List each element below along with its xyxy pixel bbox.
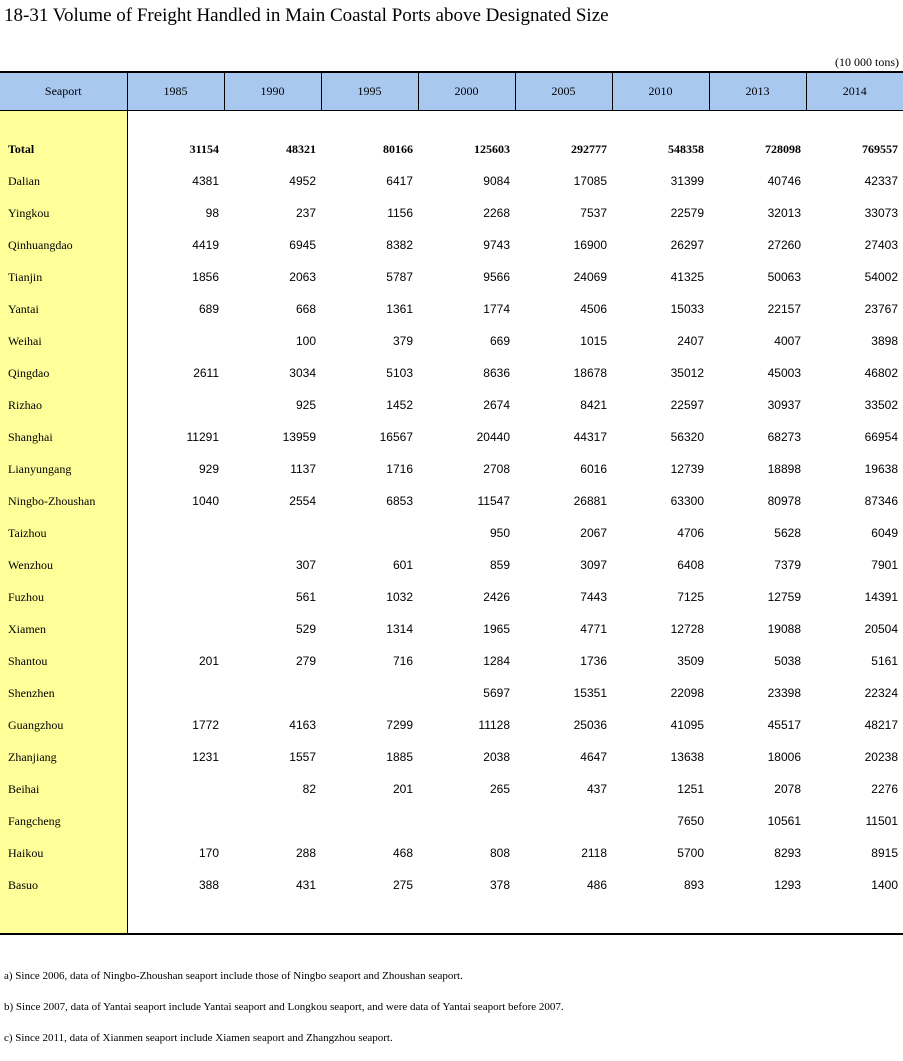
table-cell: 6049	[871, 526, 898, 540]
table-cell: 2268	[483, 206, 510, 220]
table-cell	[127, 325, 224, 357]
table-cell	[127, 773, 224, 805]
table-cell: 201	[392, 782, 413, 796]
table-cell: 808	[489, 846, 510, 860]
table-cell: 87346	[864, 494, 898, 508]
seaport-name: Yingkou	[0, 197, 127, 229]
seaport-name: Beihai	[0, 773, 127, 805]
table-cell	[127, 805, 224, 837]
table-cell: 486	[586, 878, 607, 892]
table-row	[0, 229, 903, 261]
table-cell: 6853	[386, 494, 413, 508]
table-cell: 48321	[286, 141, 316, 156]
table-cell: 1137	[290, 462, 316, 476]
table-cell: 689	[198, 302, 219, 316]
table-cell: 7379	[774, 558, 801, 572]
table-cell: 4706	[677, 526, 704, 540]
table-cell: 45517	[767, 718, 801, 732]
seaport-name: Lianyungang	[0, 453, 127, 485]
table-cell: 716	[392, 654, 413, 668]
seaport-name: Shanghai	[0, 421, 127, 453]
table-cell: 12759	[767, 590, 801, 604]
table-cell: 1557	[289, 750, 316, 764]
table-cell: 30937	[767, 398, 801, 412]
table-cell: 32013	[767, 206, 801, 220]
table-cell: 4007	[774, 334, 801, 348]
column-header: 1990	[224, 72, 321, 111]
table-row	[0, 805, 903, 837]
table-cell: 4163	[289, 718, 316, 732]
table-cell: 44317	[573, 430, 607, 444]
seaport-name: Qingdao	[0, 357, 127, 389]
table-cell: 5038	[774, 654, 801, 668]
table-cell: 80166	[383, 141, 413, 156]
table-cell: 11128	[478, 718, 510, 732]
table-cell: 19638	[864, 462, 898, 476]
table-cell: 1251	[677, 782, 704, 796]
table-cell: 22597	[670, 398, 704, 412]
table-cell: 170	[198, 846, 219, 860]
unit-label: (10 000 tons)	[835, 55, 899, 69]
table-cell: 46802	[864, 366, 898, 380]
table-cell: 3509	[677, 654, 704, 668]
column-header: 2013	[709, 72, 806, 111]
table-cell: 98	[205, 206, 219, 220]
table-cell: 4381	[192, 174, 219, 188]
table-cell: 26297	[670, 238, 704, 252]
table-cell: 5700	[677, 846, 704, 860]
table-cell: 6408	[677, 558, 704, 572]
table-cell: 388	[198, 878, 219, 892]
table-cell: 307	[295, 558, 316, 572]
table-row	[0, 645, 903, 677]
table-cell	[127, 517, 224, 549]
seaport-name: Rizhao	[0, 389, 127, 421]
table-cell: 950	[489, 526, 510, 540]
table-row	[0, 357, 903, 389]
table-cell: 13959	[282, 430, 316, 444]
table-cell: 668	[295, 302, 316, 316]
table-cell: 5161	[871, 654, 898, 668]
table-cell: 8421	[580, 398, 607, 412]
table-cell: 41325	[670, 270, 704, 284]
table-cell: 7443	[580, 590, 607, 604]
table-cell: 12739	[670, 462, 704, 476]
table-cell: 1361	[386, 302, 413, 316]
table-cell: 50063	[767, 270, 801, 284]
table-cell	[224, 517, 321, 549]
table-row	[0, 613, 903, 645]
table-cell: 529	[295, 622, 316, 636]
table-cell: 437	[586, 782, 607, 796]
table-cell	[127, 677, 224, 709]
footnote: c) Since 2011, data of Xianmen seaport include Xiamen seaport and Zhangzhou seaport.	[4, 1032, 393, 1044]
table-cell: 3898	[871, 334, 898, 348]
table-cell: 288	[295, 846, 316, 860]
table-row	[0, 325, 903, 357]
table-cell: 19088	[767, 622, 801, 636]
table-cell: 8636	[483, 366, 510, 380]
column-header: Seaport	[0, 72, 127, 111]
table-cell: 2708	[483, 462, 510, 476]
table-cell	[224, 677, 321, 709]
table-cell: 12728	[670, 622, 704, 636]
table-row	[0, 453, 903, 485]
table-cell: 18006	[767, 750, 801, 764]
table-cell: 11501	[865, 814, 898, 828]
table-cell: 9566	[483, 270, 510, 284]
table-cell: 275	[392, 878, 413, 892]
table-cell	[418, 805, 515, 837]
table-row	[0, 165, 903, 197]
table-row	[0, 197, 903, 229]
table-cell: 7650	[677, 814, 704, 828]
page-title: 18-31 Volume of Freight Handled in Main Coastal Ports above Designated Size	[4, 5, 609, 26]
table-cell: 1400	[871, 878, 898, 892]
table-cell: 201	[198, 654, 219, 668]
table-cell: 3034	[289, 366, 316, 380]
table-cell: 56320	[670, 430, 704, 444]
column-header: 1995	[321, 72, 418, 111]
table-cell: 5628	[774, 526, 801, 540]
table-cell: 4506	[580, 302, 607, 316]
table-cell: 48217	[864, 718, 898, 732]
table-cell: 378	[489, 878, 510, 892]
table-cell: 7537	[580, 206, 607, 220]
table-cell: 82	[302, 782, 316, 796]
table-cell: 2276	[871, 782, 898, 796]
table-cell: 1231	[192, 750, 219, 764]
table-cell: 22324	[864, 686, 898, 700]
table-cell	[321, 517, 418, 549]
table-cell: 23767	[864, 302, 898, 316]
table-cell: 20440	[476, 430, 510, 444]
table-cell: 1885	[386, 750, 413, 764]
table-cell: 561	[295, 590, 316, 604]
seaport-name: Taizhou	[0, 517, 127, 549]
column-header: 2005	[515, 72, 612, 111]
table-cell	[127, 613, 224, 645]
table-row	[0, 837, 903, 869]
table-cell: 24069	[573, 270, 607, 284]
table-cell: 1156	[387, 206, 413, 220]
table-cell: 1736	[580, 654, 607, 668]
seaport-name: Qinhuangdao	[0, 229, 127, 261]
seaport-name: Basuo	[0, 869, 127, 901]
table-cell: 7901	[871, 558, 898, 572]
table-cell: 1314	[386, 622, 413, 636]
seaport-name: Fangcheng	[0, 805, 127, 837]
table-cell: 22098	[670, 686, 704, 700]
table-cell	[127, 581, 224, 613]
table-cell: 6016	[580, 462, 607, 476]
spacer-row	[0, 111, 903, 134]
table-cell: 1856	[192, 270, 219, 284]
table-cell	[321, 805, 418, 837]
table-row	[0, 549, 903, 581]
seaport-name: Xiamen	[0, 613, 127, 645]
table-cell: 11547	[477, 494, 510, 508]
table-cell: 669	[489, 334, 510, 348]
seaport-name: Haikou	[0, 837, 127, 869]
table-cell: 66954	[864, 430, 898, 444]
seaport-name: Zhanjiang	[0, 741, 127, 773]
table-cell: 1965	[483, 622, 510, 636]
table-cell: 1284	[483, 654, 510, 668]
table-cell: 63300	[670, 494, 704, 508]
table-cell: 20238	[864, 750, 898, 764]
seaport-name: Shantou	[0, 645, 127, 677]
table-cell: 7125	[677, 590, 704, 604]
seaport-name: Guangzhou	[0, 709, 127, 741]
table-cell: 2067	[580, 526, 607, 540]
table-cell: 125603	[474, 141, 510, 156]
table-cell: 237	[295, 206, 316, 220]
table-cell: 265	[489, 782, 510, 796]
table-cell: 292777	[571, 141, 607, 156]
freight-table	[0, 71, 903, 935]
table-cell: 1293	[774, 878, 801, 892]
table-cell: 728098	[765, 141, 801, 156]
seaport-name: Total	[0, 133, 127, 165]
table-cell: 1716	[386, 462, 413, 476]
table-row	[0, 485, 903, 517]
table-cell: 10561	[767, 814, 801, 828]
table-cell	[321, 677, 418, 709]
footnote: b) Since 2007, data of Yantai seaport include Yantai seaport and Longkou seaport, and were data of Yantai seaport before 2007.	[4, 1001, 564, 1013]
table-cell: 16900	[573, 238, 607, 252]
table-cell: 18678	[573, 366, 607, 380]
seaport-name: Ningbo-Zhoushan	[0, 485, 127, 517]
table-cell: 2674	[483, 398, 510, 412]
table-cell: 859	[489, 558, 510, 572]
column-header: 2010	[612, 72, 709, 111]
seaport-name: Yantai	[0, 293, 127, 325]
table-cell: 601	[392, 558, 413, 572]
table-cell: 2063	[289, 270, 316, 284]
seaport-name: Shenzhen	[0, 677, 127, 709]
table-cell: 41095	[670, 718, 704, 732]
table-cell: 2426	[483, 590, 510, 604]
table-cell	[127, 549, 224, 581]
table-row	[0, 421, 903, 453]
table-cell: 11291	[186, 430, 219, 444]
table-cell: 33502	[864, 398, 898, 412]
table-cell: 379	[392, 334, 413, 348]
table-cell: 25036	[573, 718, 607, 732]
table-cell: 6945	[289, 238, 316, 252]
table-cell: 431	[295, 878, 316, 892]
seaport-name: Tianjin	[0, 261, 127, 293]
table-row	[0, 389, 903, 421]
table-row	[0, 869, 903, 901]
table-cell: 1040	[192, 494, 219, 508]
table-cell: 8293	[774, 846, 801, 860]
table-cell: 5787	[386, 270, 413, 284]
table-cell: 22157	[767, 302, 801, 316]
table-cell	[515, 805, 612, 837]
table-cell: 4952	[289, 174, 316, 188]
table-row	[0, 293, 903, 325]
table-cell: 2078	[774, 782, 801, 796]
spacer-row	[0, 901, 903, 934]
table-cell: 2038	[483, 750, 510, 764]
table-cell: 27260	[767, 238, 801, 252]
table-cell: 1032	[386, 590, 413, 604]
table-cell: 6417	[386, 174, 413, 188]
footnote: a) Since 2006, data of Ningbo-Zhoushan seaport include those of Ningbo seaport and Zhoushan seaport.	[4, 970, 463, 982]
table-cell: 35012	[670, 366, 704, 380]
table-cell: 1774	[483, 302, 510, 316]
column-header: 1985	[127, 72, 224, 111]
table-cell: 1015	[580, 334, 607, 348]
table-cell: 33073	[864, 206, 898, 220]
header-row	[0, 72, 903, 111]
table-row	[0, 709, 903, 741]
table-cell: 769557	[862, 141, 898, 156]
table-row	[0, 517, 903, 549]
table-cell: 17085	[573, 174, 607, 188]
table-cell: 26881	[573, 494, 607, 508]
table-cell: 2407	[677, 334, 704, 348]
table-cell: 23398	[767, 686, 801, 700]
table-cell: 80978	[767, 494, 801, 508]
table-cell: 893	[683, 878, 704, 892]
table-row	[0, 261, 903, 293]
table-cell: 9084	[483, 174, 510, 188]
table-cell: 31154	[189, 141, 219, 156]
table-cell: 1772	[192, 718, 219, 732]
seaport-name: Weihai	[0, 325, 127, 357]
table-cell: 8382	[386, 238, 413, 252]
table-cell: 925	[295, 398, 316, 412]
table-cell: 18898	[767, 462, 801, 476]
table-cell: 40746	[767, 174, 801, 188]
table-cell: 54002	[864, 270, 898, 284]
table-cell: 2611	[193, 366, 219, 380]
table-cell: 42337	[864, 174, 898, 188]
table-cell: 68273	[767, 430, 801, 444]
table-body	[0, 111, 903, 935]
table-cell	[127, 389, 224, 421]
seaport-name: Wenzhou	[0, 549, 127, 581]
table-cell: 2554	[289, 494, 316, 508]
table-cell: 548358	[668, 141, 704, 156]
footnotes	[4, 968, 564, 1061]
seaport-name: Fuzhou	[0, 581, 127, 613]
table-cell: 14391	[864, 590, 898, 604]
table-cell: 45003	[767, 366, 801, 380]
table-cell: 468	[392, 846, 413, 860]
column-header: 2014	[806, 72, 903, 111]
table-cell: 16567	[379, 430, 413, 444]
table-cell: 20504	[864, 622, 898, 636]
table-cell: 7299	[386, 718, 413, 732]
table-cell: 9743	[483, 238, 510, 252]
table-cell: 3097	[580, 558, 607, 572]
table-cell: 4419	[192, 238, 219, 252]
table-cell: 13638	[670, 750, 704, 764]
table-cell: 4771	[580, 622, 607, 636]
table-row	[0, 133, 903, 165]
table-cell: 929	[198, 462, 219, 476]
table-row	[0, 741, 903, 773]
table-cell: 100	[295, 334, 316, 348]
table-row	[0, 581, 903, 613]
table-cell: 15033	[670, 302, 704, 316]
table-cell: 8915	[871, 846, 898, 860]
table-cell: 4647	[580, 750, 607, 764]
table-cell: 5103	[386, 366, 413, 380]
table-cell: 22579	[670, 206, 704, 220]
table-row	[0, 677, 903, 709]
table-cell: 1452	[386, 398, 413, 412]
table-cell: 2118	[581, 846, 607, 860]
table-cell	[224, 805, 321, 837]
column-header: 2000	[418, 72, 515, 111]
table-cell: 15351	[573, 686, 607, 700]
table-cell: 279	[295, 654, 316, 668]
table-cell: 31399	[670, 174, 704, 188]
table-cell: 27403	[864, 238, 898, 252]
table-row	[0, 773, 903, 805]
seaport-name: Dalian	[0, 165, 127, 197]
table-cell: 5697	[483, 686, 510, 700]
